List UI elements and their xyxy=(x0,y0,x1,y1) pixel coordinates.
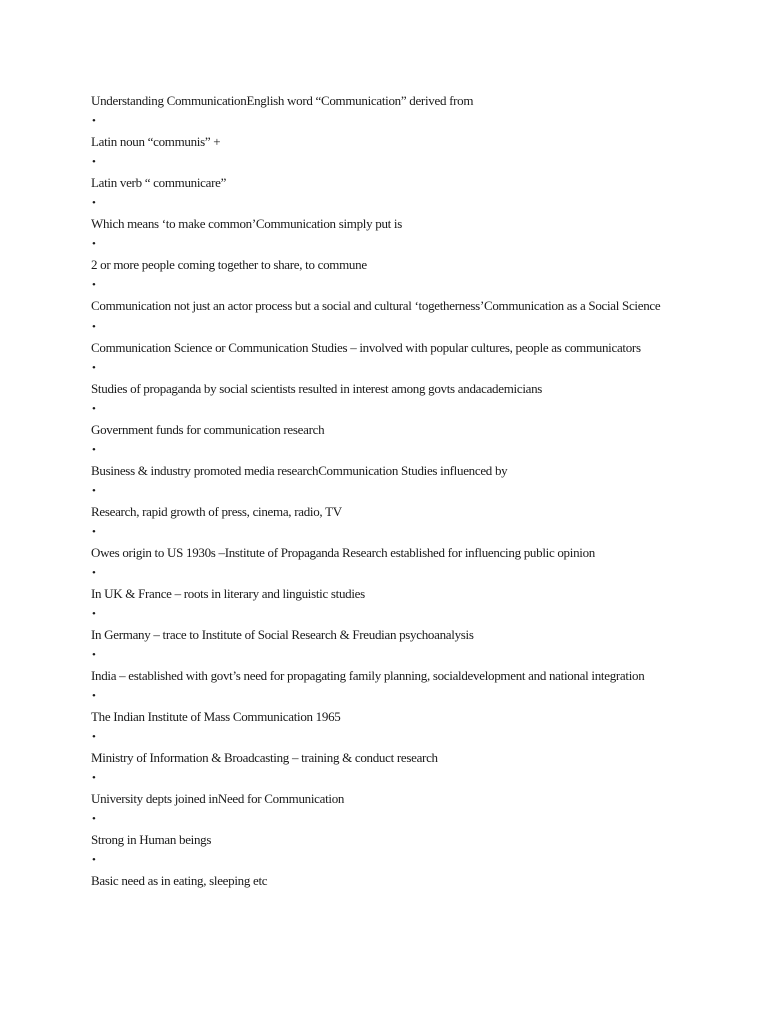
text-line: Understanding CommunicationEnglish word “Communication” derived from xyxy=(91,93,474,108)
text-line: Research, rapid growth of press, cinema, radio, TV xyxy=(91,504,342,519)
bullet-icon: • xyxy=(92,238,96,250)
text-line: Strong in Human beings xyxy=(91,832,212,847)
bullet-icon: • xyxy=(92,731,96,743)
bullet-icon: • xyxy=(92,444,96,456)
text-line: Government funds for communication research xyxy=(91,422,325,437)
bullet-icon: • xyxy=(92,485,96,497)
bullet-icon: • xyxy=(92,156,96,168)
bullet-icon: • xyxy=(92,608,96,620)
text-line: Communication Science or Communication Studies – involved with popular cultures, people as communicators xyxy=(91,340,641,355)
text-line: In Germany – trace to Institute of Social Research & Freudian psychoanalysis xyxy=(91,627,474,642)
text-line: Latin noun “communis” + xyxy=(91,134,221,149)
text-line: Latin verb “ communicare” xyxy=(91,175,227,190)
text-line: Studies of propaganda by social scientists resulted in interest among govts andacademicians xyxy=(91,381,543,396)
document-body xyxy=(91,91,691,891)
text-line: Business & industry promoted media researchCommunication Studies influenced by xyxy=(91,463,508,478)
text-line: Which means ‘to make common’Communication simply put is xyxy=(91,216,402,231)
bullet-icon: • xyxy=(92,690,96,702)
bullet-icon: • xyxy=(92,649,96,661)
text-line: In UK & France – roots in literary and linguistic studies xyxy=(91,586,365,601)
bullet-icon: • xyxy=(92,279,96,291)
text-line: Basic need as in eating, sleeping etc xyxy=(91,873,268,888)
bullet-icon: • xyxy=(92,403,96,415)
bullet-icon: • xyxy=(92,854,96,866)
text-line: Owes origin to US 1930s –Institute of Propaganda Research established for influencing public opinion xyxy=(91,545,595,560)
text-line: University depts joined inNeed for Communication xyxy=(91,791,345,806)
bullet-icon: • xyxy=(92,813,96,825)
bullet-icon: • xyxy=(92,321,96,333)
bullet-icon: • xyxy=(92,197,96,209)
bullet-icon: • xyxy=(92,362,96,374)
bullet-icon: • xyxy=(92,772,96,784)
text-line: 2 or more people coming together to share, to commune xyxy=(91,257,367,272)
text-line: Ministry of Information & Broadcasting – training & conduct research xyxy=(91,750,438,765)
text-line: The Indian Institute of Mass Communication 1965 xyxy=(91,709,341,724)
text-line: India – established with govt’s need for propagating family planning, socialdevelopment and national integration xyxy=(91,668,645,683)
text-line: Communication not just an actor process but a social and cultural ‘togetherness’Communication as a Social Science xyxy=(91,298,661,313)
bullet-icon: • xyxy=(92,115,96,127)
bullet-icon: • xyxy=(92,567,96,579)
bullet-icon: • xyxy=(92,526,96,538)
